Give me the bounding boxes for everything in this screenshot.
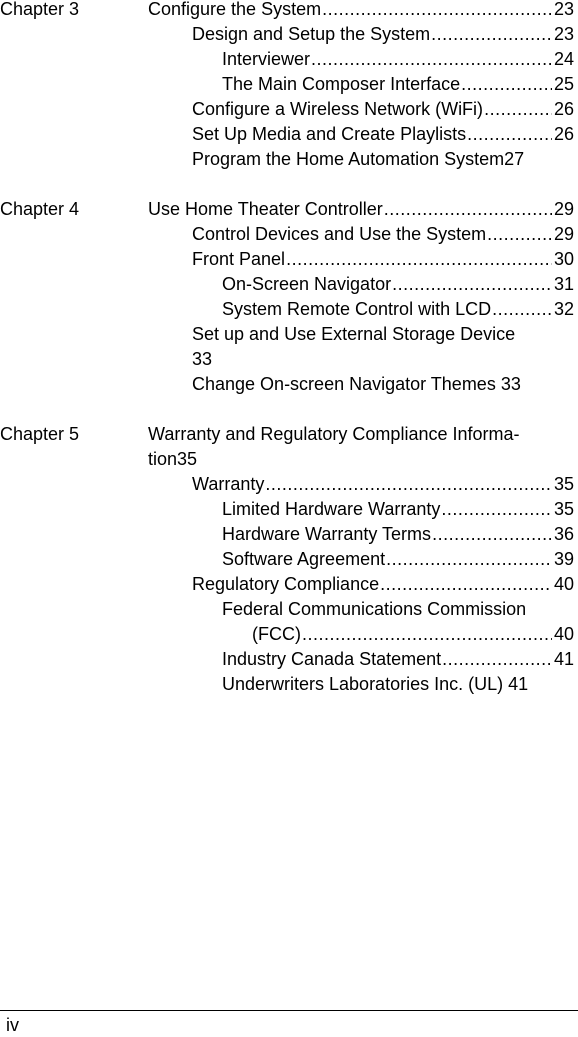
toc-entry-section[interactable] — [192, 372, 521, 396]
toc-entry-title: Change On-screen Navigator Themes — [192, 374, 496, 394]
dot-leader — [467, 122, 552, 146]
toc-entry-section[interactable] — [192, 572, 574, 596]
dot-leader — [442, 647, 552, 671]
dot-leader — [431, 22, 552, 46]
toc-entry-title: Hardware Warranty Terms — [222, 524, 432, 544]
toc-entry-title: Software Agreement — [222, 549, 386, 569]
toc-entry-page: 32 — [553, 299, 574, 319]
dot-leader — [461, 72, 552, 96]
toc-entry-title: Regulatory Compliance — [192, 574, 380, 594]
dot-leader — [487, 222, 552, 246]
dot-leader — [380, 572, 552, 596]
dot-leader — [386, 547, 552, 571]
toc-entry-title: Control Devices and Use the System — [192, 224, 487, 244]
toc-entry-page: 35 — [553, 474, 574, 494]
toc-entry-title: Limited Hardware Warranty — [222, 499, 441, 519]
chapter-label: Chapter 3 — [0, 0, 80, 19]
dot-leader — [302, 622, 552, 646]
toc-entry-title: Interviewer — [222, 49, 311, 69]
toc-entry-section[interactable] — [192, 122, 574, 146]
dot-leader — [384, 197, 552, 221]
toc-entry-title: Configure a Wireless Network (WiFi) — [192, 99, 484, 119]
toc-entry-subsection[interactable] — [222, 547, 574, 571]
toc-entry-title: Use Home Theater Controller — [148, 199, 383, 219]
toc-entry-page: 31 — [553, 274, 574, 294]
toc-entry-title: Warranty — [192, 474, 265, 494]
toc-entry-page: 30 — [553, 249, 574, 269]
dot-leader — [311, 47, 552, 71]
toc-entry-subsection[interactable] — [222, 597, 526, 621]
toc-entry-title-line1: Warranty and Regulatory Compliance Informa- — [148, 424, 520, 444]
toc-entry-section[interactable] — [192, 322, 515, 346]
toc-entry-title-line1: Federal Communications Commission — [222, 599, 527, 619]
toc-entry-title: Configure the System — [148, 0, 322, 19]
toc-entry-page: 26 — [553, 99, 574, 119]
toc-entry-section[interactable] — [192, 222, 574, 246]
toc-entry-page-wrapped: 33 — [192, 349, 213, 369]
toc-entry-chapter[interactable] — [148, 422, 520, 446]
toc-entry-subsection[interactable] — [222, 497, 574, 521]
dot-leader — [322, 0, 552, 21]
toc-entry-subsection[interactable] — [222, 672, 528, 696]
chapter-label: Chapter 5 — [0, 424, 80, 444]
toc-entry-page: 29 — [553, 199, 574, 219]
toc-entry-page: 25 — [553, 74, 574, 94]
toc-entry-section[interactable] — [192, 247, 574, 271]
dot-leader — [286, 247, 552, 271]
toc-entry-page: 27 — [504, 149, 525, 169]
footer-divider — [0, 1010, 578, 1011]
toc-entry-title: System Remote Control with LCD — [222, 299, 492, 319]
toc-entry-title: Set up and Use External Storage Device — [192, 324, 516, 344]
dot-leader — [492, 297, 552, 321]
toc-entry-page: 23 — [553, 24, 574, 44]
toc-entry-page: 40 — [553, 624, 574, 644]
toc-entry-page: 41 — [553, 649, 574, 669]
toc-entry-subsection[interactable] — [222, 272, 574, 296]
toc-entry-page: 29 — [553, 224, 574, 244]
dot-leader — [441, 497, 552, 521]
toc-entry-title: Front Panel — [192, 249, 286, 269]
chapter-label: Chapter 4 — [0, 199, 80, 219]
toc-entry-subsection[interactable] — [222, 522, 574, 546]
toc-entry-page: 33 — [500, 374, 521, 394]
toc-entry-page: 35 — [177, 449, 198, 469]
toc-entry-page: 40 — [553, 574, 574, 594]
toc-entry-subsection[interactable] — [222, 647, 574, 671]
toc-entry-title-line2: (FCC) — [252, 624, 301, 644]
toc-entry-page: 35 — [553, 499, 574, 519]
dot-leader — [484, 97, 552, 121]
toc-entry-title: Program the Home Automation System — [192, 149, 505, 169]
footer-page-number: iv — [6, 1015, 19, 1035]
toc-entry-page: 36 — [553, 524, 574, 544]
toc-entry-page: 41 — [508, 674, 529, 694]
toc-entry-page: 24 — [553, 49, 574, 69]
dot-leader — [432, 522, 552, 546]
toc-entry-title: The Main Composer Interface — [222, 74, 461, 94]
toc-entry-title: Set Up Media and Create Playlists — [192, 124, 467, 144]
toc-entry-chapter[interactable] — [148, 197, 574, 221]
toc-entry-subsection[interactable] — [222, 297, 574, 321]
toc-entry-subsection[interactable] — [222, 47, 574, 71]
toc-entry-subsection[interactable] — [222, 72, 574, 96]
toc-entry-section[interactable] — [192, 472, 574, 496]
dot-leader — [265, 472, 552, 496]
toc-entry-title: Underwriters Laboratories Inc. (UL) — [222, 674, 504, 694]
toc-entry-title: Industry Canada Statement — [222, 649, 442, 669]
toc-entry-title-line2: tion — [148, 449, 178, 469]
toc-entry-title: On-Screen Navigator — [222, 274, 392, 294]
toc-entry-chapter-continued[interactable] — [148, 447, 197, 471]
dot-leader — [392, 272, 552, 296]
toc-entry-subsection-continued[interactable] — [252, 622, 574, 646]
toc-entry-page: 39 — [553, 549, 574, 569]
toc-entry-page: 23 — [553, 0, 574, 19]
toc-entry-title: Design and Setup the System — [192, 24, 431, 44]
toc-entry-section[interactable] — [192, 147, 524, 171]
toc-entry-page: 26 — [553, 124, 574, 144]
toc-entry-section[interactable] — [192, 22, 574, 46]
toc-entry-section[interactable] — [192, 97, 574, 121]
toc-entry-chapter[interactable] — [148, 0, 574, 21]
